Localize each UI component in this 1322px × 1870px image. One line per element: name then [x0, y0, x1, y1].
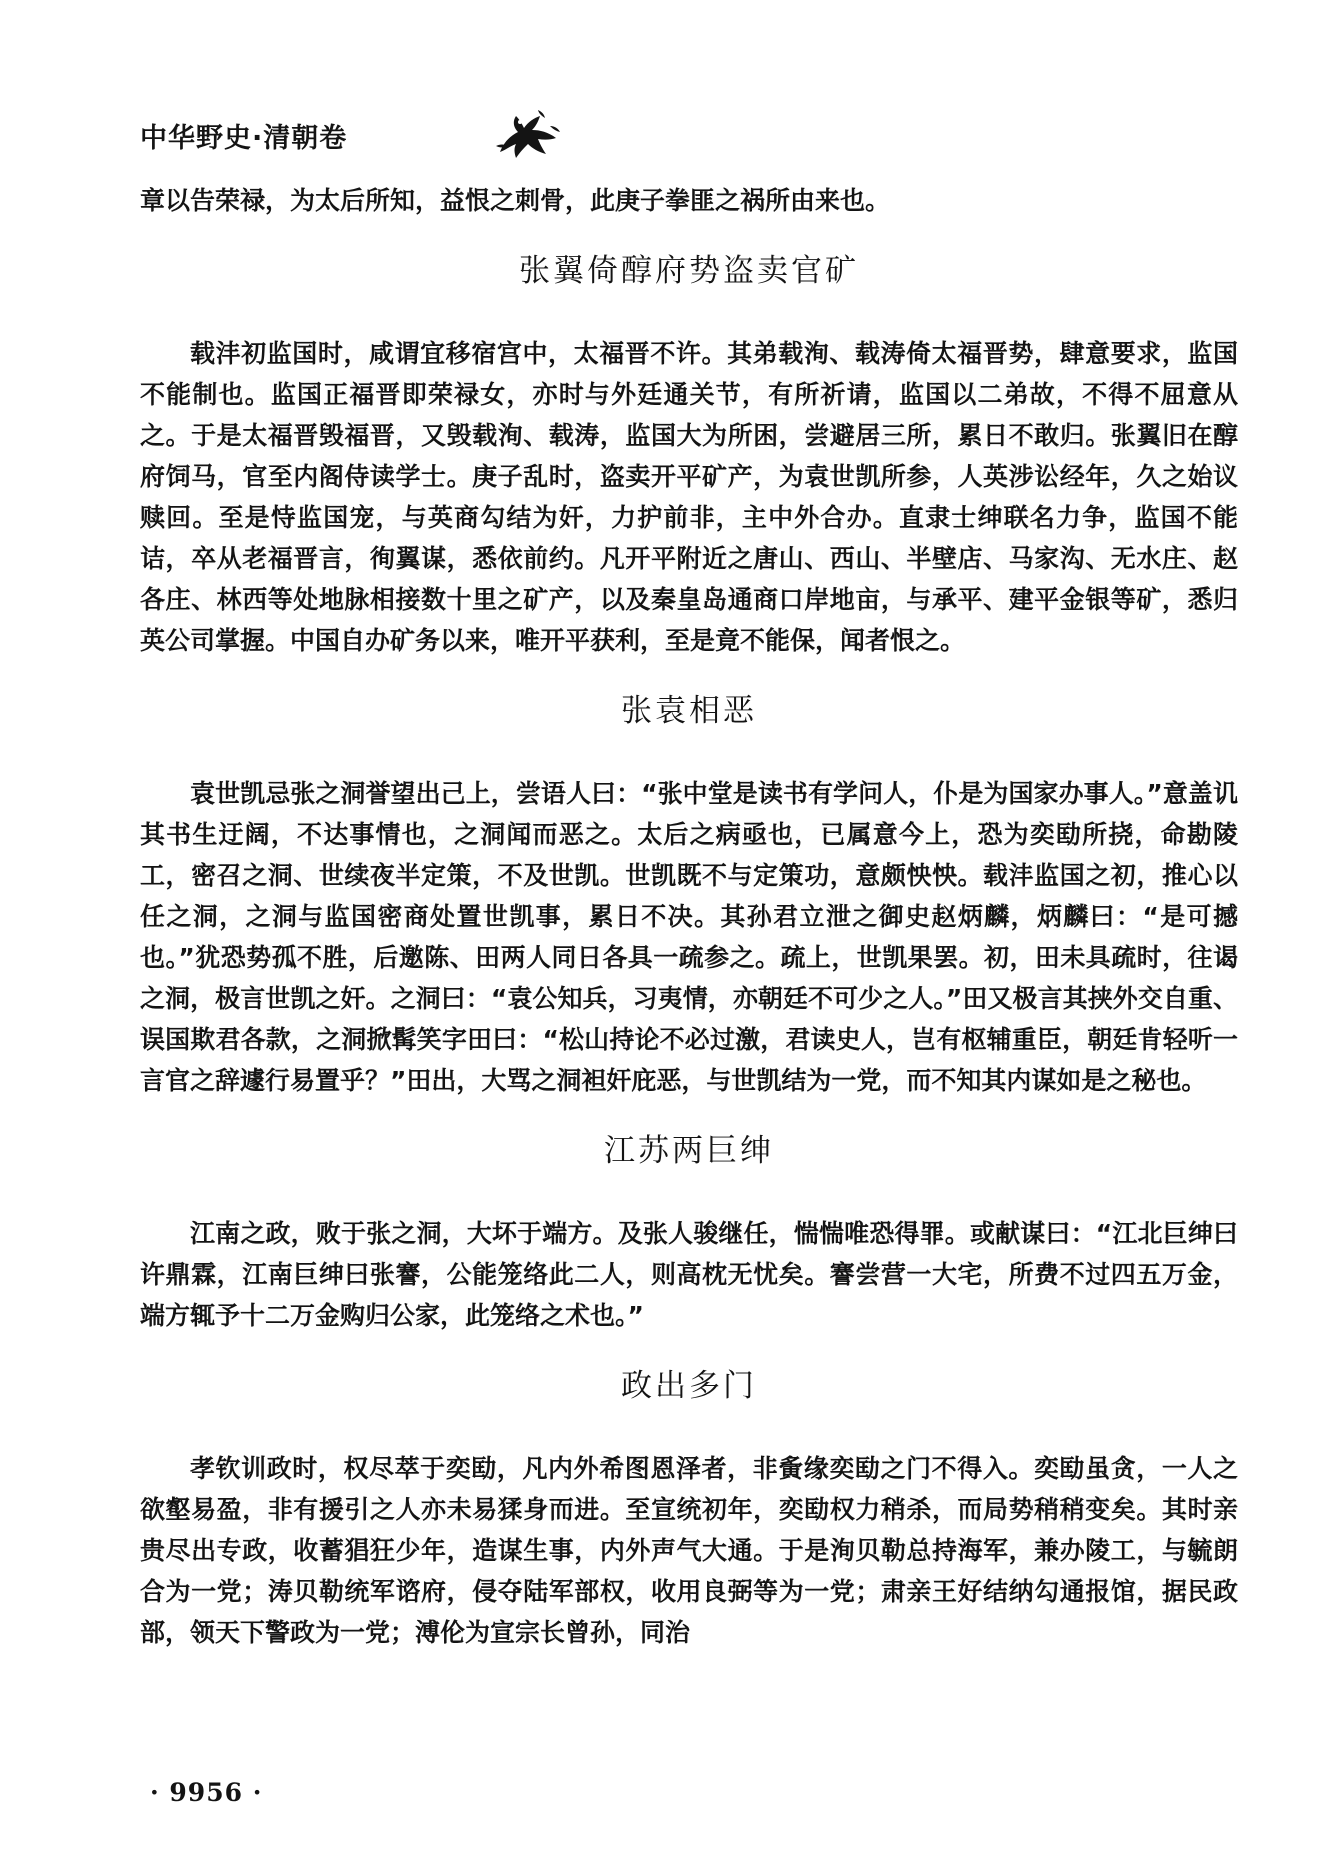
dragon-emblem-icon — [490, 102, 564, 162]
section-paragraph: 孝钦训政时，权尽萃于奕劻，凡内外希图恩泽者，非夤缘奕劻之门不得入。奕劻虽贪，一人之欲壑易盈，非有援引之人亦未易猱身而进。至宣统初年，奕劻权力稍杀，而局势稍稍变矣。其时亲贵尽出专政，收蓄猖狂少年，造谋生事，内外声气大通。于是洵贝勒总持海军，兼办陵工，与毓朗合为一党；涛贝勒统军谘府，侵夺陆军部权，收用良弼等为一党；肃亲王好结纳勾通报馆，据民政部，领天下警政为一党；溥伦为宣宗长曾孙，同治 — [140, 1454, 1238, 1647]
section-title: 江苏两巨绅 — [604, 1133, 774, 1169]
section-paragraph: 袁世凯忌张之洞誉望出己上，尝语人曰：“张中堂是读书有学问人，仆是为国家办事人。”意盖讥其书生迂阔，不达事情也，之洞闻而恶之。太后之病亟也，已属意今上，恐为奕劻所挠，命勘陵工，密召之洞、世续夜半定策，不及世凯。世凯既不与定策功，意颇怏怏。载沣监国之初，推心以任之洞，之洞与监国密商处置世凯事，累日不决。其孙君立泄之御史赵炳麟，炳麟曰：“是可撼也。”犹恐势孤不胜，后邀陈、田两人同日各具一疏参之。疏上，世凯果罢。初，田未具疏时，往谒之洞，极言世凯之奸。之洞曰：“袁公知兵，习夷情，亦朝廷不可少之人。”田又极言其挟外交自重、误国欺君各款，之洞掀髯笑字田曰：“松山持论不必过激，君读史人，岂有枢辅重臣，朝廷肯轻听一言官之辞遽行易置乎？”田出，大骂之洞袒奸庇恶，与世凯结为一党，而不知其内谋如是之秘也。 — [140, 779, 1238, 1095]
page-body — [140, 180, 1238, 1653]
book-title: 中华野史·清朝卷 — [140, 123, 348, 154]
section-title: 政出多门 — [621, 1368, 757, 1404]
page-number: · 9956 · — [150, 1778, 263, 1807]
section-paragraph: 载沣初监国时，咸谓宜移宿宫中，太福晋不许。其弟载洵、载涛倚太福晋势，肆意要求，监国不能制也。监国正福晋即荣禄女，亦时与外廷通关节，有所祈请，监国以二弟故，不得不屈意从之。于是太福晋毁福晋，又毁载洵、载涛，监国大为所困，尝避居三所，累日不敢归。张翼旧在醇府饲马，官至内阁侍读学士。庚子乱时，盗卖开平矿产，为袁世凯所参，人英涉讼经年，久之始议赎回。至是恃监国宠，与英商勾结为奸，力护前非，主中外合办。直隶士绅联名力争，监国不能诘，卒从老福晋言，徇翼谋，悉依前约。凡开平附近之唐山、西山、半壁店、马家沟、无水庄、赵各庄、林西等处地脉相接数十里之矿产，以及秦皇岛通商口岸地亩，与承平、建平金银等矿，悉归英公司掌握。中国自办矿务以来，唯开平获利，至是竟不能保，闻者恨之。 — [140, 339, 1238, 655]
section-title: 张袁相恶 — [621, 693, 757, 729]
carryover-paragraph: 章以告荣禄，为太后所知，益恨之刺骨，此庚子拳匪之祸所由来也。 — [140, 186, 891, 215]
page-header — [140, 108, 560, 168]
section-title: 张翼倚醇府势盗卖官矿 — [519, 253, 859, 289]
section-paragraph: 江南之政，败于张之洞，大坏于端方。及张人骏继任，惴惴唯恐得罪。或献谋曰：“江北巨绅曰许鼎霖，江南巨绅曰张謇，公能笼络此二人，则高枕无忧矣。謇尝营一大宅，所费不过四五万金，端方辄予十二万金购归公家，此笼络之术也。” — [140, 1219, 1238, 1330]
